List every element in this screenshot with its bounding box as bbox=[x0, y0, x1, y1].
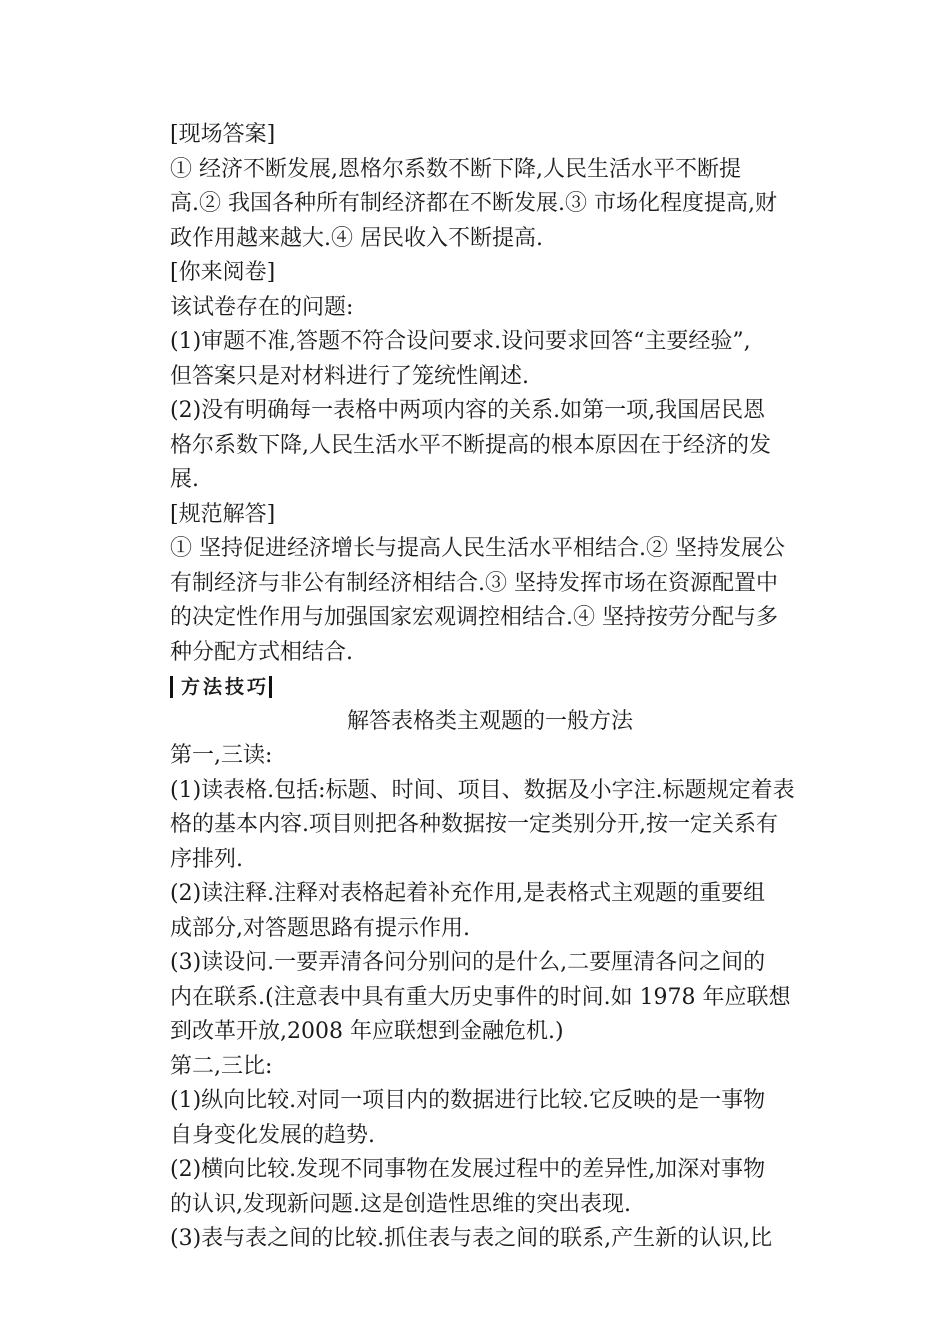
text-line: 高.② 我国各种所有制经济都在不断发展.③ 市场化程度提高,财 bbox=[170, 191, 777, 216]
text-line: 政作用越来越大.④ 居民收入不断提高. bbox=[170, 225, 543, 251]
text-line: 内在联系.(注意表中具有重大历史事件的时间.如 1978 年应联想 bbox=[170, 984, 791, 1010]
method-tag-row bbox=[170, 670, 810, 705]
text-line: 序排列. bbox=[170, 846, 243, 872]
text-line: 该试卷存在的问题: bbox=[170, 294, 354, 320]
text-line: 有制经济与非公有制经济相结合.③ 坚持发挥市场在资源配置中 bbox=[170, 570, 778, 596]
text-line: (1)读表格.包括:标题、时间、项目、数据及小字注.标题规定着表 bbox=[170, 777, 795, 803]
method-title: 解答表格类主观题的一般方法 bbox=[346, 708, 633, 734]
text-line: (1)纵向比较.对同一项目内的数据进行比较.它反映的是一事物 bbox=[170, 1088, 766, 1113]
text-line: (2)读注释.注释对表格起着补充作用,是表格式主观题的重要组 bbox=[170, 881, 766, 906]
text-line: 到改革开放,2008 年应联想到金融危机.) bbox=[170, 1019, 564, 1044]
text-line: (1)审题不准,答题不符合设问要求.设问要求回答“主要经验”, bbox=[170, 329, 751, 354]
method-tag: 方法技巧 bbox=[170, 676, 272, 698]
text-line: 格的基本内容.项目则把各种数据按一定类别分开,按一定关系有 bbox=[170, 812, 778, 837]
section-heading-grading: [你来阅卷] bbox=[170, 260, 276, 285]
text-line: 展. bbox=[170, 467, 199, 492]
document-page bbox=[170, 118, 810, 1257]
section-heading-on-site-answer: [现场答案] bbox=[170, 122, 276, 147]
text-line: (3)读设问.一要弄清各问分别问的是什么,二要厘清各问之间的 bbox=[170, 950, 766, 975]
text-line: 格尔系数下降,人民生活水平不断提高的根本原因在于经济的发 bbox=[170, 432, 771, 458]
text-line: ① 经济不断发展,恩格尔系数不断下降,人民生活水平不断提 bbox=[170, 156, 741, 182]
text-line: (2)横向比较.发现不同事物在发展过程中的差异性,加深对事物 bbox=[170, 1157, 766, 1182]
text-line: 的决定性作用与加强国家宏观调控相结合.④ 坚持按劳分配与多 bbox=[170, 605, 778, 630]
section-heading-standard-answer: [规范解答] bbox=[170, 501, 276, 527]
text-line: (2)没有明确每一表格中两项内容的关系.如第一项,我国居民恩 bbox=[170, 398, 766, 423]
text-line: ① 坚持促进经济增长与提高人民生活水平相结合.② 坚持发展公 bbox=[170, 536, 785, 561]
text-line: 自身变化发展的趋势. bbox=[170, 1122, 375, 1148]
text-line: 第一,三读: bbox=[170, 743, 273, 768]
text-line: 但答案只是对材料进行了笼统性阐述. bbox=[170, 363, 529, 389]
text-line: 种分配方式相结合. bbox=[170, 639, 353, 665]
text-line: 成部分,对答题思路有提示作用. bbox=[170, 915, 470, 941]
text-line: (3)表与表之间的比较.抓住表与表之间的联系,产生新的认识,比 bbox=[170, 1226, 773, 1251]
text-line: 第二,三比: bbox=[170, 1053, 273, 1079]
text-line: 的认识,发现新问题.这是创造性思维的突出表现. bbox=[170, 1191, 631, 1217]
